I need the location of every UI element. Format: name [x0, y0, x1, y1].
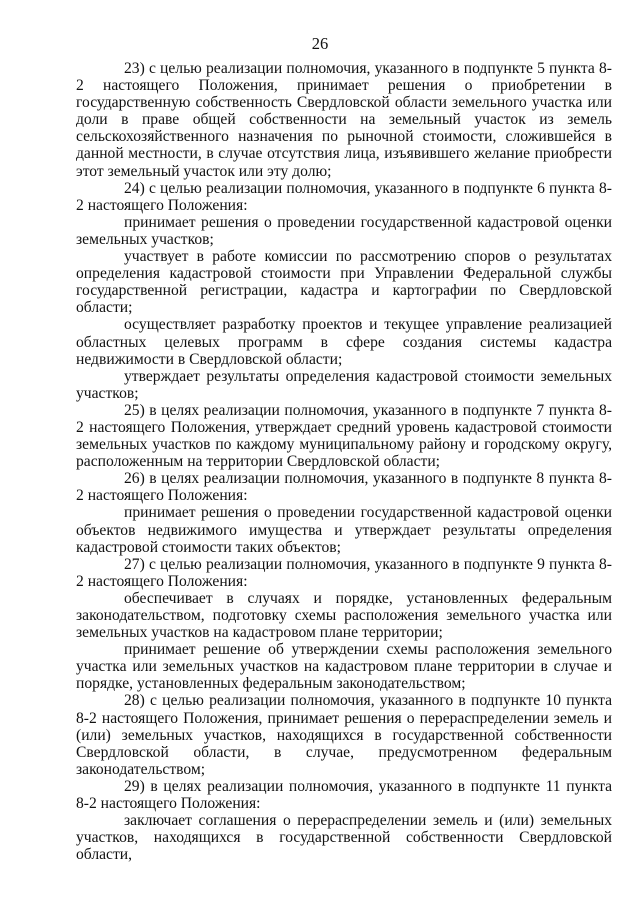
page-number: 26 [311, 34, 329, 53]
paragraph-25: 25) в целях реализации полномочия, указанного в подпункте 7 пункта 8-2 настоящего Положения, утверждает средний уровень кадастровой стоимости земельных участков по каждому муниципальному району и городскому округу, расположенным на территории Свердловской области; [76, 401, 612, 471]
paragraph-29-item-1: заключает соглашения о перераспределении земель и (или) земельных участков, находящихся в государственной собственности Свердловской области, [76, 812, 612, 864]
paragraph-27: 27) с целью реализации полномочия, указанного в подпункте 9 пункта 8-2 настоящего Положения: [76, 555, 612, 590]
paragraph-29: 29) в целях реализации полномочия, указанного в подпункте 11 пункта 8-2 настоящего Положения: [76, 777, 612, 813]
paragraph-24-item-2: участвует в работе комиссии по рассмотрению споров о результатах определения кадастровой стоимости при Управлении Федеральной службы государственной регистрации, кадастра и картографии по Свердловской области; [76, 248, 612, 317]
paragraph-26: 26) в целях реализации полномочия, указанного в подпункте 8 пункта 8-2 настоящего Положения: [76, 470, 612, 505]
paragraph-27-item-2: принимает решение об утверждении схемы расположения земельного участка или земельных участков на кадастровом плане территории в случае и порядке, установленных федеральным законодательством; [76, 641, 612, 693]
paragraph-28: 28) с целью реализации полномочия, указанного в подпункте 10 пункта 8-2 настоящего Положения, принимает решения о перераспределении земель и (или) земельных участков, находящихся в государственной собственности Свердловской области, в случае, предусмотренном федеральным законодательством; [76, 692, 612, 778]
paragraph-24-item-1: принимает решения о проведении государственной кадастровой оценки земельных участков; [76, 213, 612, 248]
paragraph-26-item-1: принимает решения о проведении государственной кадастровой оценки объектов недвижимого имущества и утверждает результаты определения кадастровой стоимости таких объектов; [76, 504, 612, 556]
paragraph-24-item-4: утверждает результаты определения кадастровой стоимости земельных участков; [76, 367, 612, 402]
paragraph-23: 23) с целью реализации полномочия, указанного в подпункте 5 пункта 8-2 настоящего Положения, принимает решения о приобретении в государственную собственность Свердловской области земельного участка или доли в праве общей собственности на земельный участок из земель сельскохозяйственного назначения по рыночной стоимости, сложившейся в данной местности, в случае отсутствия лица, изъявившего желание приобрести этот земельный участок или эту долю; [76, 60, 612, 180]
paragraph-24-item-3: осуществляет разработку проектов и текущее управление реализацией областных целевых программ в сфере создания системы кадастра недвижимости в Свердловской области; [76, 316, 612, 368]
paragraph-27-item-1: обеспечивает в случаях и порядке, установленных федеральным законодательством, подготовку схемы расположения земельного участка или земельных участков на кадастровом плане территории; [76, 589, 612, 642]
paragraph-24: 24) с целью реализации полномочия, указанного в подпункте 6 пункта 8-2 настоящего Положения: [76, 179, 612, 214]
document-body [76, 60, 612, 863]
